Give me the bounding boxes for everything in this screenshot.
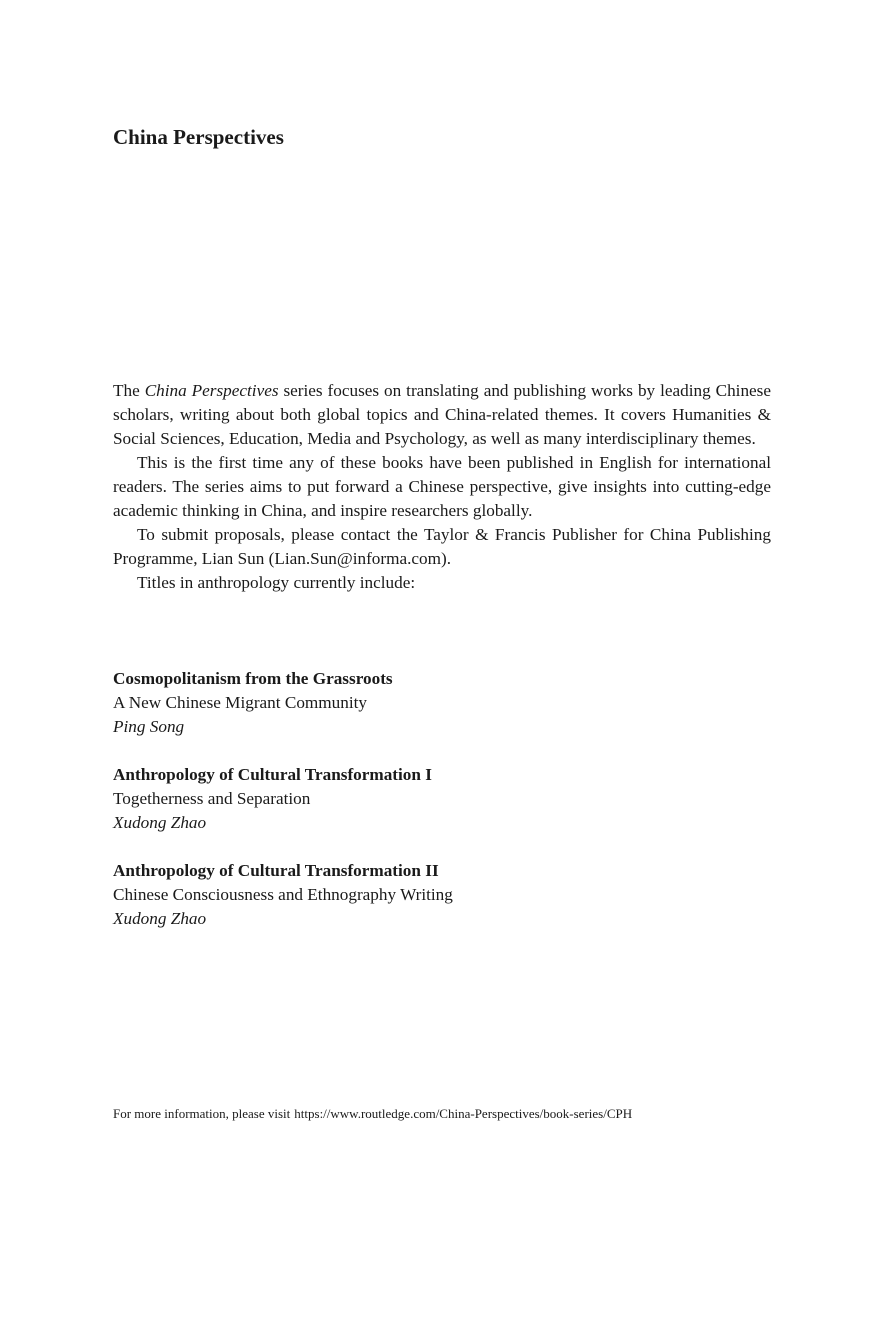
description-paragraph-1 [113, 379, 771, 451]
description-lead: The [113, 381, 140, 400]
book-author: Xudong Zhao [113, 813, 207, 832]
more-info-note [113, 1105, 632, 1123]
series-description [113, 379, 771, 595]
book-entry [113, 763, 771, 835]
description-body: series focuses on translating and publishing works by leading Chinese scholars, writing about both global topics and China-related themes. It covers Humanities & Social Sciences, Education, Media and Psychology, as well as many interdisciplinary themes. [113, 381, 771, 448]
book-subtitle: A New Chinese Migrant Community [113, 693, 367, 712]
description-paragraph-2: This is the first time any of these books have been published in English for international readers. The series aims to put forward a Chinese perspective, give insights into cutting-edge academic thinking in China, and inspire researchers globally. [113, 453, 771, 520]
book-title: Anthropology of Cultural Transformation II [113, 861, 439, 880]
description-paragraph-3: To submit proposals, please contact the Taylor & Francis Publisher for China Publishing Programme, Lian Sun (Lian.Sun@informa.com). [113, 525, 771, 568]
book-title: Anthropology of Cultural Transformation I [113, 765, 432, 784]
book-entry [113, 859, 771, 931]
series-title: China Perspectives [113, 125, 284, 149]
book-subtitle: Chinese Consciousness and Ethnography Writing [113, 885, 453, 904]
book-subtitle: Togetherness and Separation [113, 789, 311, 808]
description-paragraph-4: Titles in anthropology currently include: [137, 573, 416, 592]
series-url-link[interactable]: https://www.routledge.com/China-Perspectives/book-series/CPH [294, 1106, 633, 1121]
book-entry [113, 667, 771, 739]
book-author: Ping Song [113, 717, 185, 736]
series-name-italic: China Perspectives [144, 381, 279, 400]
book-list [113, 667, 771, 955]
more-info-prefix: For more information, please visit [113, 1106, 291, 1121]
book-title: Cosmopolitanism from the Grassroots [113, 669, 393, 688]
book-author: Xudong Zhao [113, 909, 207, 928]
